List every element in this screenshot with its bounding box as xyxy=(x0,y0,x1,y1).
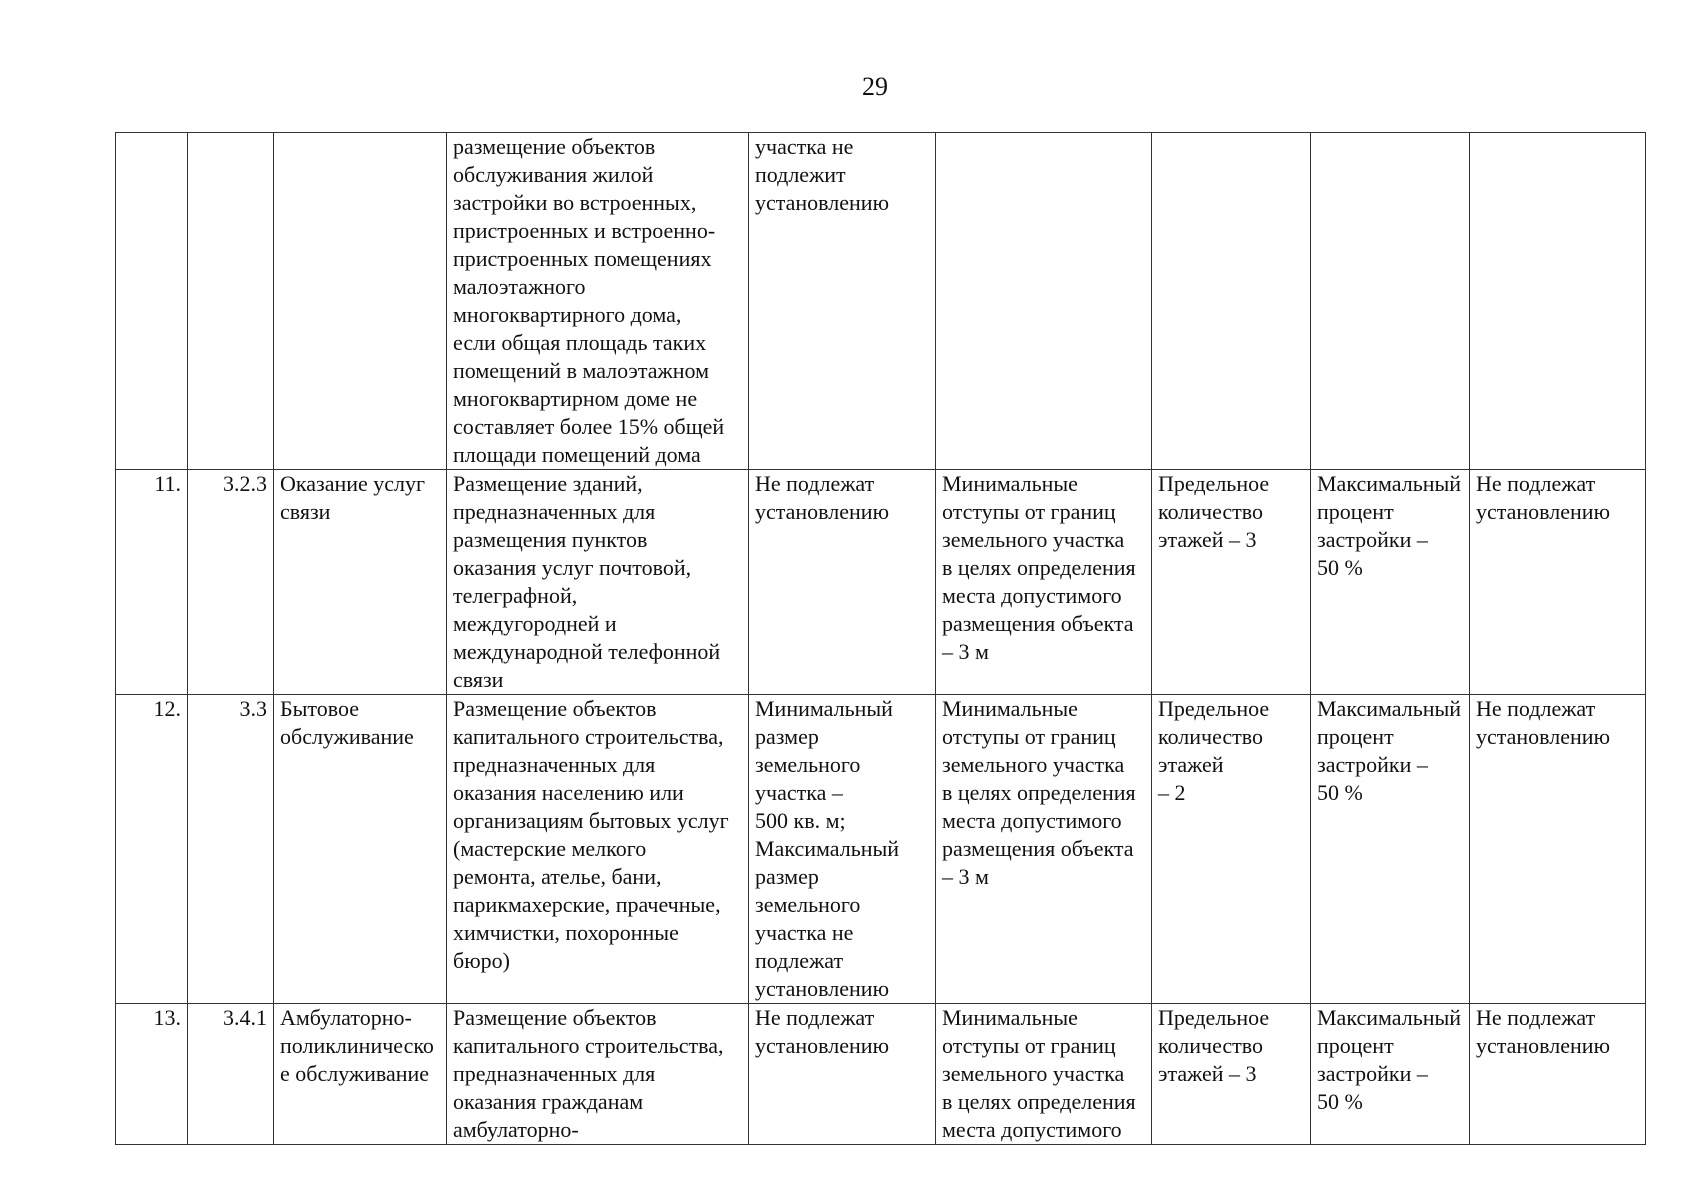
setbacks-cell: Минимальные отступы от границ земельного участка в целях определения места допустимого размещения объекта – 3 м xyxy=(936,695,1152,1004)
restrictions-cell: Не подлежат установлению xyxy=(1470,695,1646,1004)
floors-cell: Предельное количество этажей – 2 xyxy=(1152,695,1311,1004)
use-code-cell: 3.2.3 xyxy=(188,470,274,695)
table-row xyxy=(116,695,1646,1004)
setbacks-cell: Минимальные отступы от границ земельного участка в целях определения места допустимого xyxy=(936,1004,1152,1145)
use-description-cell: Размещение объектов капитального строительства, предназначенных для оказания населению или организациям бытовых услуг (мастерские мелкого ремонта, ателье, бани, парикмахерские, прачечные, химчистки, похоронные бюро) xyxy=(447,695,749,1004)
coverage-cell: Максимальный процент застройки – 50 % xyxy=(1311,470,1470,695)
plot-size-cell: Не подлежат установлению xyxy=(749,470,936,695)
use-description-cell: Размещение объектов капитального строительства, предназначенных для оказания гражданам амбулаторно- xyxy=(447,1004,749,1145)
use-name-cell: Амбулаторно- поликлиническо е обслуживание xyxy=(274,1004,447,1145)
restrictions-cell: Не подлежат установлению xyxy=(1470,1004,1646,1145)
plot-size-cell: Не подлежат установлению xyxy=(749,1004,936,1145)
row-number-cell: 13. xyxy=(116,1004,188,1145)
coverage-cell: Максимальный процент застройки – 50 % xyxy=(1311,1004,1470,1145)
row-number-cell xyxy=(116,133,188,470)
restrictions-cell: Не подлежат установлению xyxy=(1470,470,1646,695)
use-code-cell xyxy=(188,133,274,470)
use-code-cell: 3.3 xyxy=(188,695,274,1004)
use-name-cell xyxy=(274,133,447,470)
zoning-regulations-table xyxy=(115,132,1646,1145)
floors-cell: Предельное количество этажей – 3 xyxy=(1152,1004,1311,1145)
setbacks-cell: Минимальные отступы от границ земельного участка в целях определения места допустимого размещения объекта – 3 м xyxy=(936,470,1152,695)
row-number-cell: 11. xyxy=(116,470,188,695)
page-number: 29 xyxy=(862,72,888,101)
table-row xyxy=(116,470,1646,695)
table-row xyxy=(116,1004,1646,1145)
use-name-cell: Оказание услуг связи xyxy=(274,470,447,695)
use-description-cell: Размещение зданий, предназначенных для размещения пунктов оказания услуг почтовой, телеграфной, междугородней и международной телефонной связи xyxy=(447,470,749,695)
coverage-cell: Максимальный процент застройки – 50 % xyxy=(1311,695,1470,1004)
setbacks-cell xyxy=(936,133,1152,470)
plot-size-cell: Минимальный размер земельного участка – 500 кв. м; Максимальный размер земельного участка не подлежат установлению xyxy=(749,695,936,1004)
use-description-cell: размещение объектов обслуживания жилой застройки во встроенных, пристроенных и встроенно- пристроенных помещениях малоэтажного многоквартирного дома, если общая площадь таких помещений в малоэтажном многоквартирном доме не составляет более 15% общей площади помещений дома xyxy=(447,133,749,470)
use-name-cell: Бытовое обслуживание xyxy=(274,695,447,1004)
table-row xyxy=(116,133,1646,470)
plot-size-cell: участка не подлежит установлению xyxy=(749,133,936,470)
row-number-cell: 12. xyxy=(116,695,188,1004)
restrictions-cell xyxy=(1470,133,1646,470)
floors-cell: Предельное количество этажей – 3 xyxy=(1152,470,1311,695)
use-code-cell: 3.4.1 xyxy=(188,1004,274,1145)
floors-cell xyxy=(1152,133,1311,470)
coverage-cell xyxy=(1311,133,1470,470)
